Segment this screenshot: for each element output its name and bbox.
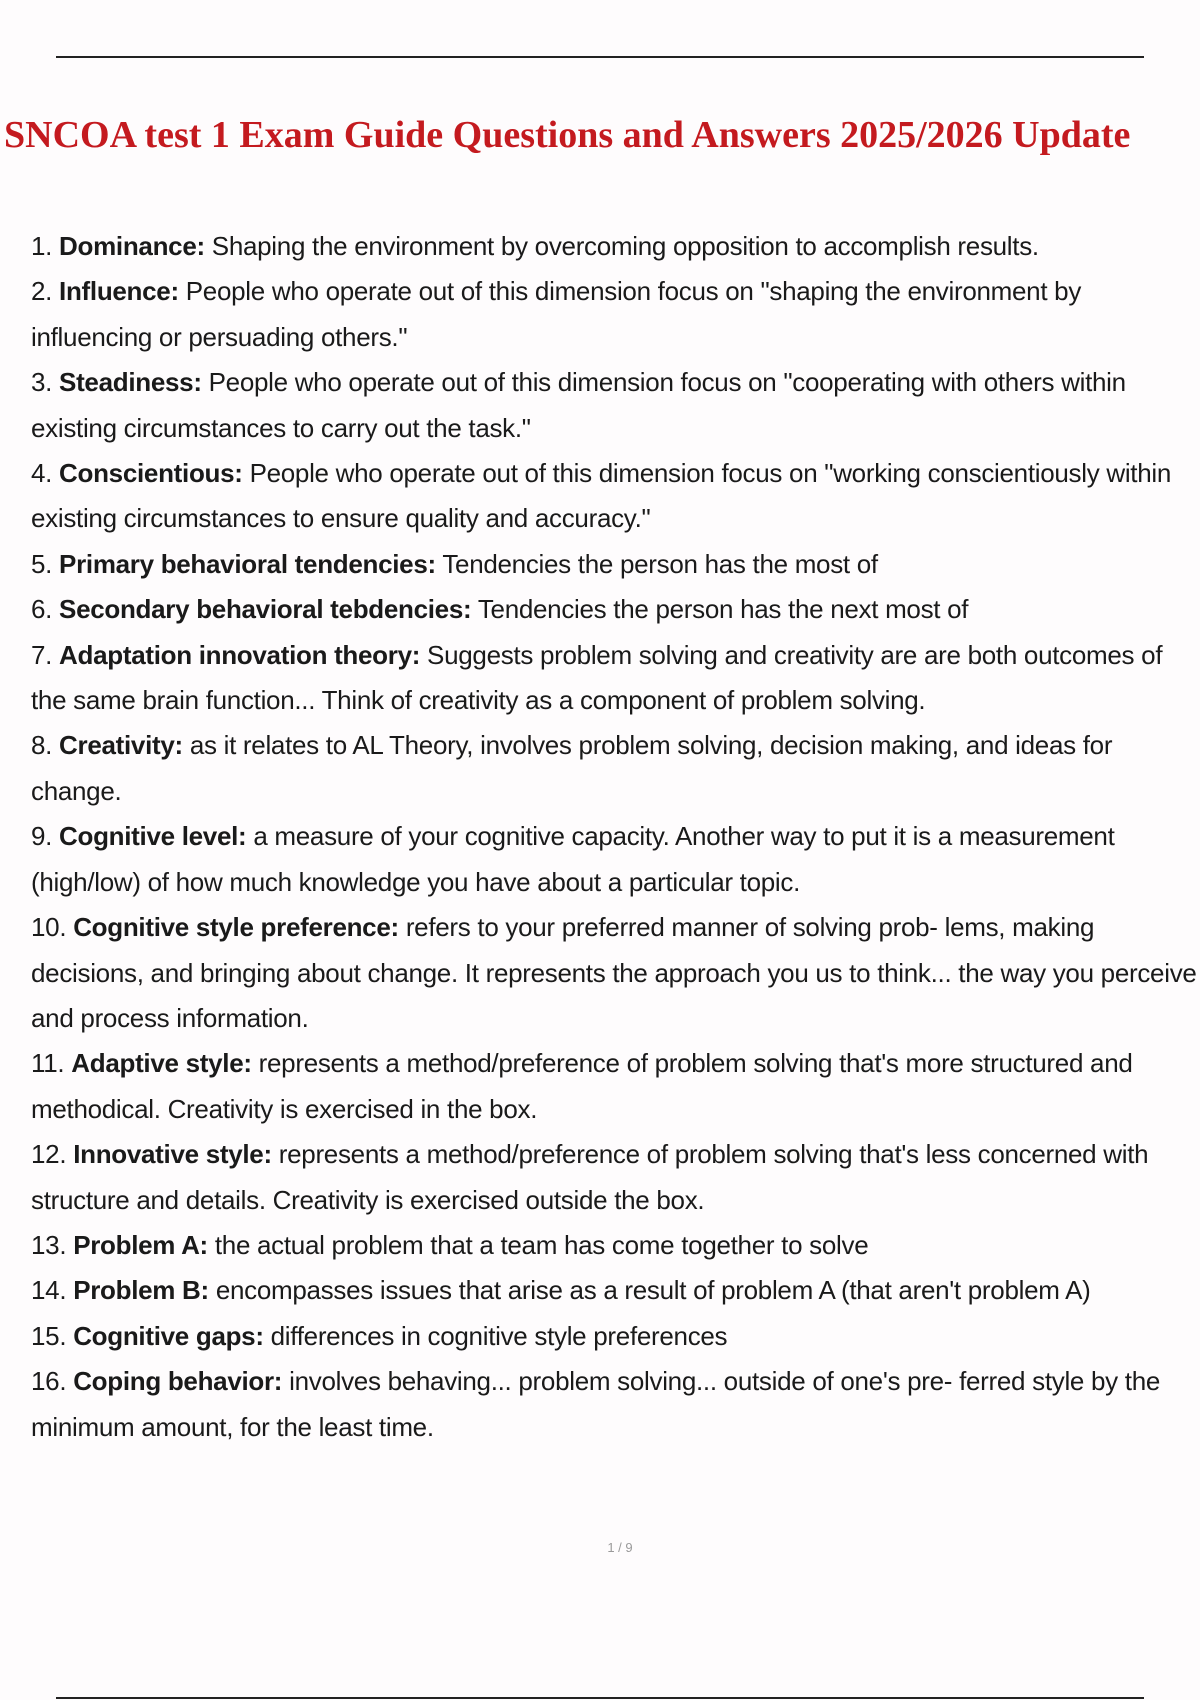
item-number: 12. bbox=[31, 1139, 67, 1170]
qa-item bbox=[31, 1041, 1200, 1132]
item-number: 7. bbox=[31, 639, 53, 670]
top-divider bbox=[56, 56, 1144, 58]
document-title: SNCOA test 1 Exam Guide Questions and Answers 2025/2026 Update bbox=[4, 114, 1131, 156]
qa-item bbox=[31, 1132, 1200, 1223]
item-number: 10. bbox=[31, 912, 67, 943]
item-number: 14. bbox=[31, 1275, 67, 1306]
item-definition: Tendencies the person has the most of bbox=[442, 548, 878, 579]
qa-item bbox=[31, 1359, 1200, 1450]
qa-item bbox=[31, 224, 1200, 269]
item-number: 2. bbox=[31, 276, 53, 307]
item-term: Steadiness: bbox=[59, 367, 202, 398]
qa-item bbox=[31, 633, 1200, 724]
qa-item bbox=[31, 1314, 1200, 1359]
item-definition: Tendencies the person has the next most of bbox=[477, 594, 969, 625]
item-term: Secondary behavioral tebdencies: bbox=[59, 594, 472, 625]
item-definition: People who operate out of this dimension focus on "shaping the environment by influencing or persuading others." bbox=[31, 276, 1082, 352]
item-term: Coping behavior: bbox=[73, 1366, 283, 1397]
item-term: Adaptation innovation theory: bbox=[59, 639, 421, 670]
item-definition: People who operate out of this dimension focus on "cooperating with others within existing circumstances to carry out the task." bbox=[31, 367, 1126, 443]
qa-item bbox=[31, 542, 1200, 587]
item-definition: encompasses issues that arise as a result of problem A (that aren't problem A) bbox=[215, 1275, 1091, 1306]
qa-item bbox=[31, 1223, 1200, 1268]
item-number: 15. bbox=[31, 1320, 67, 1351]
item-term: Adaptive style: bbox=[71, 1048, 252, 1079]
qa-item bbox=[31, 905, 1200, 1041]
qa-item bbox=[31, 587, 1200, 632]
item-definition: refers to your preferred manner of solving prob- lems, making decisions, and bringing about change. It represents the approach you us to think... the way you perceive and process information. bbox=[31, 912, 1197, 1033]
item-definition: Shaping the environment by overcoming opposition to accomplish results. bbox=[211, 231, 1039, 261]
item-number: 6. bbox=[31, 594, 53, 625]
item-term: Dominance: bbox=[59, 231, 205, 261]
item-term: Conscientious: bbox=[59, 458, 243, 489]
item-definition: differences in cognitive style preferences bbox=[270, 1320, 728, 1351]
bottom-divider bbox=[56, 1697, 1144, 1699]
item-number: 1. bbox=[31, 231, 53, 261]
item-definition: a measure of your cognitive capacity. Another way to put it is a measurement (high/low) of how much knowledge you have about a particular topic. bbox=[31, 821, 1115, 897]
item-definition: involves behaving... problem solving... outside of one's pre- ferred style by the minimum amount, for the least time. bbox=[31, 1366, 1161, 1442]
qa-item bbox=[31, 723, 1200, 814]
item-number: 5. bbox=[31, 548, 53, 579]
item-definition: as it relates to AL Theory, involves problem solving, decision making, and ideas for change. bbox=[31, 730, 1113, 806]
item-number: 3. bbox=[31, 367, 53, 398]
item-term: Problem B: bbox=[73, 1275, 209, 1306]
item-term: Primary behavioral tendencies: bbox=[59, 548, 436, 579]
item-number: 11. bbox=[31, 1048, 65, 1079]
page-number: 1 / 9 bbox=[607, 1540, 633, 1555]
qa-item bbox=[31, 269, 1200, 360]
qa-item bbox=[31, 451, 1200, 542]
item-term: Creativity: bbox=[59, 730, 183, 761]
item-term: Cognitive style preference: bbox=[73, 912, 399, 943]
item-definition: the actual problem that a team has come together to solve bbox=[214, 1229, 869, 1260]
qa-item bbox=[31, 814, 1200, 905]
item-definition: Suggests problem solving and creativity are are both outcomes of the same brain function... Think of creativity as a component of problem solving. bbox=[31, 639, 1163, 716]
item-term: Cognitive gaps: bbox=[73, 1320, 264, 1351]
item-term: Cognitive level: bbox=[59, 821, 247, 852]
item-term: Problem A: bbox=[73, 1229, 208, 1260]
item-term: Influence: bbox=[59, 276, 179, 307]
item-number: 13. bbox=[31, 1229, 67, 1260]
qa-list bbox=[31, 224, 1200, 1450]
item-term: Innovative style: bbox=[73, 1139, 272, 1170]
item-definition: represents a method/preference of problem solving that's less concerned with structure and details. Creativity is exercised outside the box. bbox=[31, 1139, 1149, 1215]
item-number: 9. bbox=[31, 821, 53, 852]
item-definition: People who operate out of this dimension focus on "working conscientiously within existing circumstances to ensure quality and accuracy." bbox=[31, 458, 1172, 534]
item-number: 16. bbox=[31, 1366, 67, 1397]
qa-item bbox=[31, 1268, 1200, 1313]
item-number: 4. bbox=[31, 458, 53, 489]
qa-item bbox=[31, 360, 1200, 451]
item-number: 8. bbox=[31, 730, 53, 761]
item-definition: represents a method/preference of problem solving that's more structured and methodical. Creativity is exercised in the box. bbox=[31, 1048, 1133, 1124]
